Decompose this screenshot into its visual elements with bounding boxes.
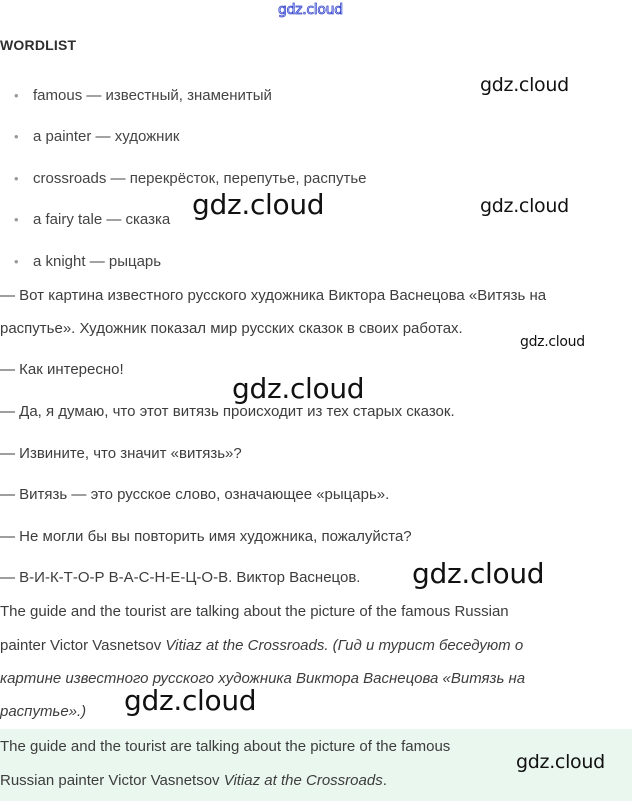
wordlist-item-text: a painter — художник	[33, 128, 180, 145]
wordlist-item	[14, 170, 367, 187]
dialogue-line: — Извините, что значит «витязь»?	[0, 445, 242, 462]
dialogue-line: — В-И-К-Т-О-Р В-А-С-Н-Е-Ц-О-В. Виктор Васнецов.	[0, 569, 361, 586]
wordlist-item	[14, 211, 170, 228]
watermark: gdz.cloud	[516, 751, 605, 773]
bullet-icon: •	[14, 171, 19, 186]
translation-line	[0, 670, 525, 687]
watermark: gdz.cloud	[412, 557, 545, 590]
wordlist-item-text: crossroads — перекрёсток, перепутье, распутье	[33, 170, 367, 187]
translation-italic: картине известного русского художника Виктора Васнецова «Витязь на	[0, 670, 526, 687]
dialogue-line: — Витязь — это русское слово, означающее «рыцарь».	[0, 486, 390, 503]
translation-line	[0, 703, 86, 720]
translation-text: painter Victor Vasnetsov	[0, 637, 166, 654]
wordlist-item	[14, 253, 161, 270]
translation-italic: распутье».)	[0, 703, 87, 720]
answer-italic: Vitiaz at the Crossroads	[223, 772, 383, 789]
translation-line	[0, 637, 523, 654]
watermark: gdz.cloud	[520, 334, 585, 350]
wordlist-item-text: famous — известный, знаменитый	[33, 87, 272, 104]
dialogue-line: — Не могли бы вы повторить имя художника, пожалуйста?	[0, 528, 412, 545]
watermark: gdz.cloud	[480, 74, 569, 96]
dialogue-line: — Как интересно!	[0, 361, 124, 378]
wordlist-heading: WORDLIST	[0, 37, 77, 53]
wordlist-item-text: a fairy tale — сказка	[33, 211, 171, 228]
answer-text: Russian painter Victor Vasnetsov	[0, 772, 224, 789]
wordlist-item	[14, 128, 179, 145]
bullet-icon: •	[14, 254, 19, 269]
bullet-icon: •	[14, 129, 19, 144]
translation-italic: Vitiaz at the Crossroads. (Гид и турист беседуют о	[165, 637, 524, 654]
watermark-top: gdz.cloud	[278, 2, 343, 18]
answer-line: The guide and the tourist are talking about the picture of the famous	[0, 738, 451, 755]
watermark: gdz.cloud	[480, 195, 569, 217]
bullet-icon: •	[14, 88, 19, 103]
watermark: gdz.cloud	[232, 372, 365, 405]
watermark: gdz.cloud	[192, 188, 325, 221]
bullet-icon: •	[14, 212, 19, 227]
wordlist-item	[14, 87, 272, 104]
watermark: gdz.cloud	[124, 684, 257, 717]
dialogue-line: — Вот картина известного русского художника Виктора Васнецова «Витязь на	[0, 287, 547, 304]
dialogue-line: — Да, я думаю, что этот витязь происходит из тех старых сказок.	[0, 403, 455, 420]
answer-line	[0, 772, 387, 789]
translation-line: The guide and the tourist are talking about the picture of the famous Russian	[0, 603, 509, 620]
answer-text: .	[382, 772, 387, 789]
wordlist-item-text: a knight — рыцарь	[33, 253, 162, 270]
dialogue-line: распутье». Художник показал мир русских сказок в своих работах.	[0, 320, 463, 337]
